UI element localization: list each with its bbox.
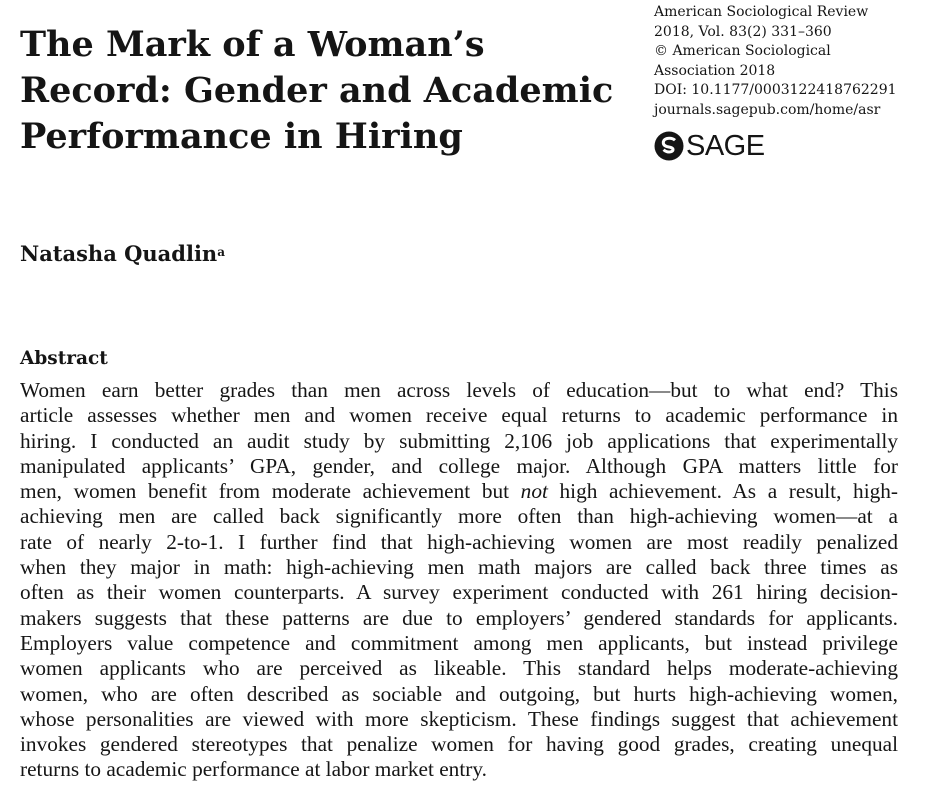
sage-logo [654, 128, 765, 164]
abstract-line: when they major in math: high-achieving men math majors are called back three times as [20, 555, 898, 580]
journal-name: American Sociological Review [654, 4, 869, 20]
abstract-body [20, 378, 898, 783]
abstract-fragment: men, women benefit from moderate achievement but [20, 479, 521, 504]
sage-s-icon [654, 131, 684, 161]
abstract-line: makers suggests that these patterns are due to employers’ gendered standards for applicants. [20, 605, 898, 630]
abstract-line: women applicants who are perceived as likeable. This standard helps moderate-achieving [20, 656, 898, 681]
abstract-line: article assesses whether men and women receive equal returns to academic performance in [20, 403, 898, 428]
abstract-line: invokes gendered stereotypes that penalize women for having good grades, creating unequal [20, 732, 898, 757]
emphasis-not: not [520, 479, 548, 504]
copyright-line: © American Sociological [654, 43, 831, 59]
abstract-line: Women earn better grades than men across levels of education—but to what end? This [20, 378, 898, 402]
abstract-line-emphasis [20, 479, 898, 504]
abstract-line: manipulated applicants’ GPA, gender, and college major. Although GPA matters little for [20, 453, 898, 478]
doi: DOI: 10.1177/0003122418762291 [654, 82, 897, 98]
journal-meta [654, 3, 924, 120]
author-name-text: Natasha Quadlin [20, 241, 218, 266]
title-line: Performance in Hiring [20, 116, 463, 157]
author-name [20, 240, 225, 268]
title-line: Record: Gender and Academic [20, 70, 614, 111]
affiliation-mark: a [217, 245, 225, 259]
article-title [20, 22, 640, 160]
abstract-line: often as their women counterparts. A survey experiment conducted with 261 hiring decision- [20, 580, 898, 605]
journal-url[interactable]: journals.sagepub.com/home/asr [654, 101, 881, 118]
sage-wordmark: SAGE [686, 130, 765, 162]
abstract-heading: Abstract [20, 348, 108, 369]
abstract-line: Employers value competence and commitment among men applicants, but instead privilege [20, 630, 898, 655]
journal-volume: 2018, Vol. 83(2) 331–360 [654, 23, 832, 40]
abstract-line: rate of nearly 2-to-1. I further find that high-achieving women are most readily penalized [20, 529, 898, 554]
abstract-line: achieving men are called back significantly more often than high-achieving women—at a [20, 504, 898, 529]
abstract-fragment: high achievement. As a result, high- [547, 479, 899, 504]
abstract-line: hiring. I conducted an audit study by submitting 2,106 job applications that experimentally [20, 428, 898, 453]
copyright-year: Association 2018 [654, 62, 776, 79]
title-line: The Mark of a Woman’s [20, 24, 485, 65]
abstract-line: women, who are often described as sociable and outgoing, but hurts high-achieving women, [20, 681, 898, 706]
abstract-line: whose personalities are viewed with more skepticism. These findings suggest that achievement [20, 706, 898, 731]
abstract-line: returns to academic performance at labor market entry. [20, 757, 487, 782]
